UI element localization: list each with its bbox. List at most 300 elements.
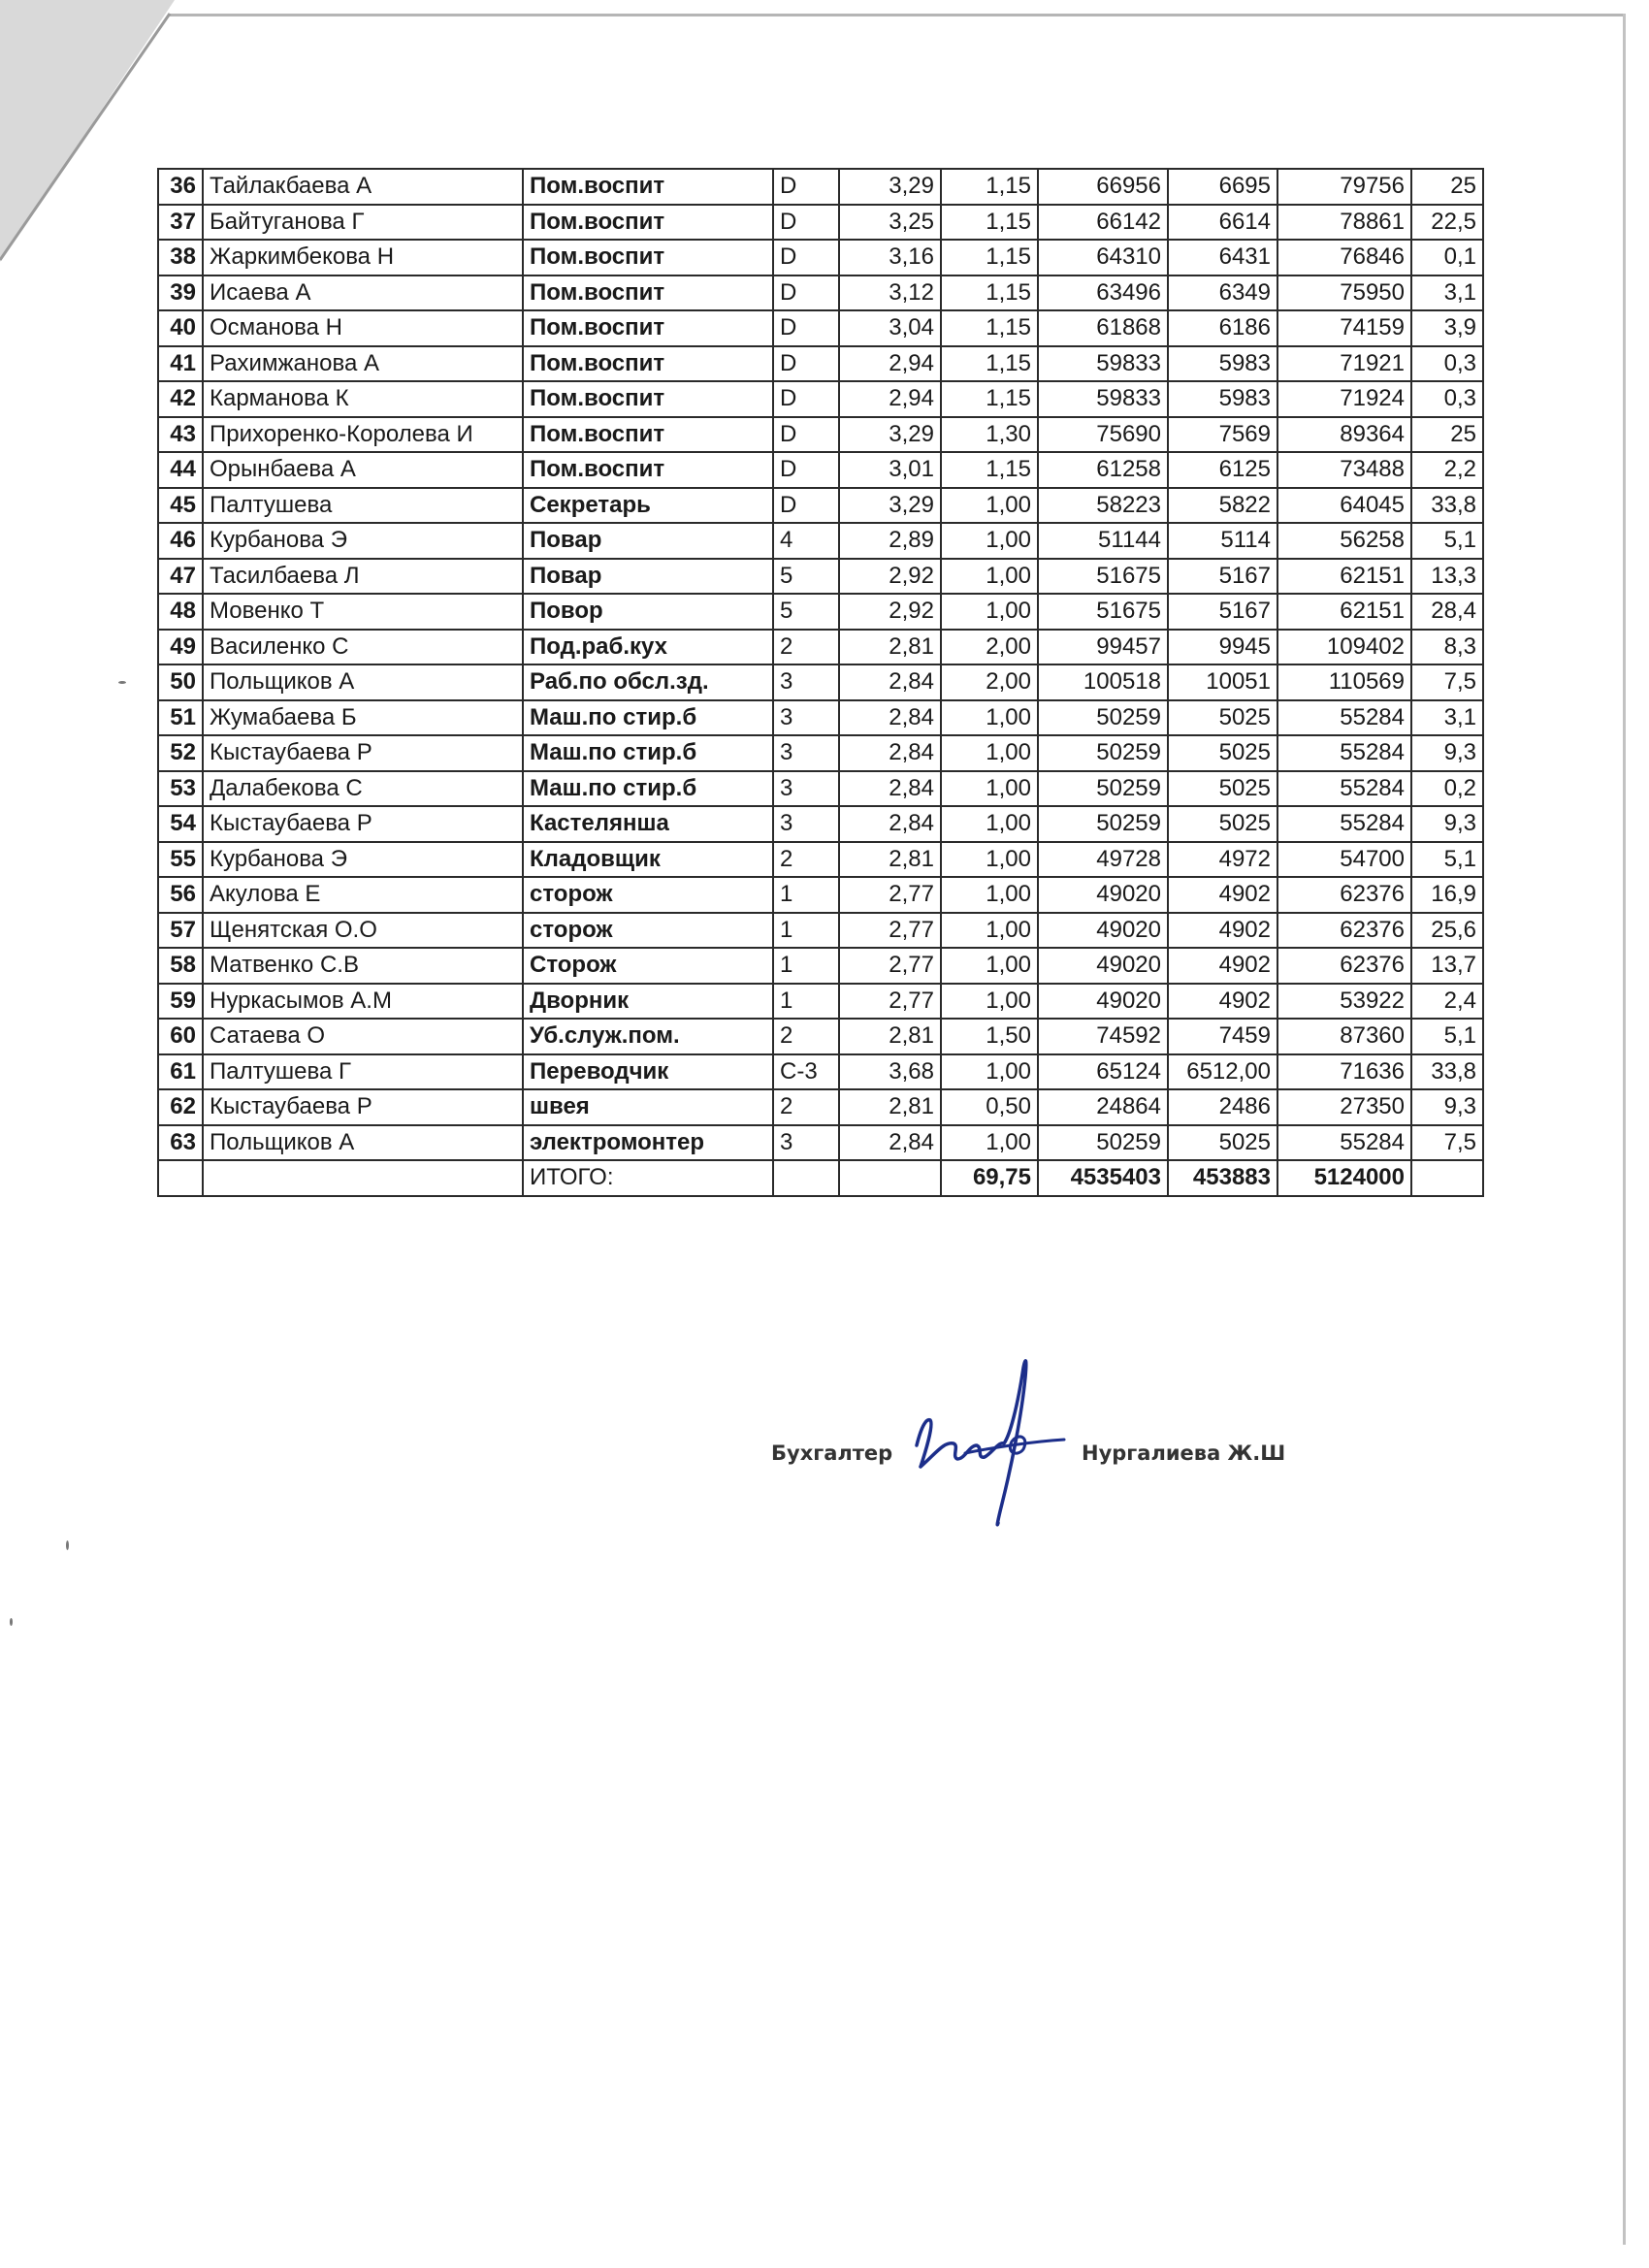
bonus: 5025 [1168,1125,1277,1161]
coefficient: 2,81 [839,1089,941,1125]
rate: 1,00 [941,523,1038,559]
salary: 64310 [1038,240,1168,275]
row-number: 59 [158,984,203,1020]
category: 2 [773,1019,839,1054]
employee-position: Секретарь [523,488,773,524]
extra-value: 3,9 [1411,310,1483,346]
table-row [158,913,1483,949]
rate: 1,00 [941,948,1038,984]
employee-name: Рахимжанова А [203,346,523,382]
totals-num-cell [158,1160,203,1196]
table-row [158,205,1483,241]
employee-position: Пом.воспит [523,452,773,488]
bonus: 5025 [1168,700,1277,736]
category: С-3 [773,1054,839,1090]
category: 3 [773,700,839,736]
coefficient: 3,29 [839,169,941,205]
coefficient: 2,84 [839,700,941,736]
totals-label: ИТОГО: [523,1160,773,1196]
rate: 1,00 [941,806,1038,842]
category: 5 [773,594,839,630]
rate: 1,15 [941,346,1038,382]
total: 62151 [1277,594,1411,630]
employee-name: Щенятская О.О [203,913,523,949]
rate: 1,00 [941,1054,1038,1090]
employee-name: Сатаева О [203,1019,523,1054]
row-number: 47 [158,559,203,595]
row-number: 43 [158,417,203,453]
coefficient: 2,84 [839,664,941,700]
employee-name: Прихоренко-Королева И [203,417,523,453]
table-row [158,381,1483,417]
bonus: 5167 [1168,594,1277,630]
coefficient: 3,01 [839,452,941,488]
row-number: 61 [158,1054,203,1090]
total: 71636 [1277,1054,1411,1090]
extra-value: 0,2 [1411,771,1483,807]
table-row [158,523,1483,559]
row-number: 56 [158,877,203,913]
row-number: 38 [158,240,203,275]
scan-speck [118,681,126,684]
bonus: 6614 [1168,205,1277,241]
row-number: 51 [158,700,203,736]
category: D [773,417,839,453]
salary: 61258 [1038,452,1168,488]
table-row [158,984,1483,1020]
coefficient: 3,04 [839,310,941,346]
category: 2 [773,630,839,665]
table-row [158,1019,1483,1054]
rate: 1,00 [941,594,1038,630]
coefficient: 2,92 [839,559,941,595]
total: 54700 [1277,842,1411,878]
salary: 51675 [1038,559,1168,595]
totals-bonus: 453883 [1168,1160,1277,1196]
employee-position: Пом.воспит [523,310,773,346]
employee-name: Курбанова Э [203,523,523,559]
extra-value: 0,1 [1411,240,1483,275]
rate: 2,00 [941,664,1038,700]
total: 79756 [1277,169,1411,205]
salary: 50259 [1038,1125,1168,1161]
rate: 1,00 [941,735,1038,771]
extra-value: 22,5 [1411,205,1483,241]
row-number: 46 [158,523,203,559]
table-row [158,310,1483,346]
employee-position: Под.раб.кух [523,630,773,665]
bonus: 4902 [1168,913,1277,949]
extra-value: 5,1 [1411,1019,1483,1054]
payroll-rows [158,169,1483,1160]
coefficient: 3,29 [839,488,941,524]
extra-value: 2,4 [1411,984,1483,1020]
row-number: 60 [158,1019,203,1054]
total: 55284 [1277,771,1411,807]
bonus: 6431 [1168,240,1277,275]
bonus: 5167 [1168,559,1277,595]
bonus: 6349 [1168,275,1277,311]
total: 76846 [1277,240,1411,275]
table-row [158,1054,1483,1090]
employee-position: сторож [523,913,773,949]
scan-speck [10,1618,13,1626]
rate: 2,00 [941,630,1038,665]
row-number: 53 [158,771,203,807]
category: 1 [773,948,839,984]
employee-position: Маш.по стир.б [523,771,773,807]
category: D [773,488,839,524]
bonus: 4902 [1168,984,1277,1020]
salary: 63496 [1038,275,1168,311]
salary: 75690 [1038,417,1168,453]
employee-position: Пом.воспит [523,275,773,311]
employee-position: Пом.воспит [523,417,773,453]
category: D [773,169,839,205]
salary: 49020 [1038,877,1168,913]
employee-name: Акулова Е [203,877,523,913]
salary: 51675 [1038,594,1168,630]
category: D [773,205,839,241]
employee-name: Кыстаубаева Р [203,806,523,842]
table-row [158,169,1483,205]
total: 78861 [1277,205,1411,241]
employee-name: Кыстаубаева Р [203,735,523,771]
page-edge-top [170,14,1625,16]
row-number: 37 [158,205,203,241]
coefficient: 2,77 [839,913,941,949]
salary: 49020 [1038,913,1168,949]
employee-name: Османова Н [203,310,523,346]
employee-position: Повор [523,594,773,630]
row-number: 49 [158,630,203,665]
table-row [158,1125,1483,1161]
payroll-table [157,168,1484,1197]
salary: 61868 [1038,310,1168,346]
table-row [158,594,1483,630]
category: D [773,310,839,346]
coefficient: 2,81 [839,842,941,878]
employee-name: Тасилбаева Л [203,559,523,595]
table-row [158,771,1483,807]
employee-position: Пом.воспит [523,205,773,241]
table-row [158,735,1483,771]
employee-name: Василенко С [203,630,523,665]
salary: 59833 [1038,381,1168,417]
row-number: 45 [158,488,203,524]
total: 71924 [1277,381,1411,417]
total: 56258 [1277,523,1411,559]
total: 64045 [1277,488,1411,524]
table-row [158,275,1483,311]
page-edge-right [1623,14,1626,2245]
salary: 99457 [1038,630,1168,665]
rate: 1,15 [941,381,1038,417]
employee-name: Карманова К [203,381,523,417]
coefficient: 3,25 [839,205,941,241]
employee-name: Кыстаубаева Р [203,1089,523,1125]
employee-name: Жаркимбекова Н [203,240,523,275]
coefficient: 3,68 [839,1054,941,1090]
table-row [158,700,1483,736]
table-row [158,488,1483,524]
extra-value: 2,2 [1411,452,1483,488]
totals-rate: 69,75 [941,1160,1038,1196]
total: 73488 [1277,452,1411,488]
bonus: 4902 [1168,877,1277,913]
employee-name: Нуркасымов А.М [203,984,523,1020]
coefficient: 2,77 [839,984,941,1020]
row-number: 52 [158,735,203,771]
total: 62376 [1277,877,1411,913]
extra-value: 8,3 [1411,630,1483,665]
bonus: 6695 [1168,169,1277,205]
employee-name: Польщиков А [203,1125,523,1161]
rate: 1,15 [941,169,1038,205]
handwritten-signature [897,1348,1072,1542]
employee-position: Маш.по стир.б [523,700,773,736]
row-number: 40 [158,310,203,346]
salary: 49728 [1038,842,1168,878]
employee-position: Повар [523,523,773,559]
employee-position: Дворник [523,984,773,1020]
bonus: 5025 [1168,771,1277,807]
employee-position: Пом.воспит [523,169,773,205]
rate: 1,15 [941,205,1038,241]
extra-value: 9,3 [1411,735,1483,771]
table-row [158,630,1483,665]
coefficient: 2,84 [839,735,941,771]
category: 3 [773,735,839,771]
category: D [773,346,839,382]
category: 2 [773,842,839,878]
totals-total: 5124000 [1277,1160,1411,1196]
table-row [158,559,1483,595]
bonus: 5025 [1168,735,1277,771]
total: 27350 [1277,1089,1411,1125]
employee-position: сторож [523,877,773,913]
bonus: 9945 [1168,630,1277,665]
extra-value: 25 [1411,169,1483,205]
total: 62151 [1277,559,1411,595]
rate: 1,00 [941,877,1038,913]
row-number: 48 [158,594,203,630]
employee-name: Палтушева Г [203,1054,523,1090]
extra-value: 9,3 [1411,1089,1483,1125]
category: 3 [773,771,839,807]
row-number: 36 [158,169,203,205]
coefficient: 2,94 [839,346,941,382]
coefficient: 2,84 [839,1125,941,1161]
total: 89364 [1277,417,1411,453]
row-number: 54 [158,806,203,842]
employee-position: Переводчик [523,1054,773,1090]
rate: 1,30 [941,417,1038,453]
employee-position: Кастелянша [523,806,773,842]
total: 109402 [1277,630,1411,665]
employee-position: Маш.по стир.б [523,735,773,771]
salary: 59833 [1038,346,1168,382]
total: 62376 [1277,948,1411,984]
row-number: 39 [158,275,203,311]
coefficient: 2,77 [839,948,941,984]
category: 1 [773,984,839,1020]
row-number: 57 [158,913,203,949]
signature-block [771,1348,1286,1542]
category: D [773,240,839,275]
extra-value: 7,5 [1411,664,1483,700]
employee-name: Исаева А [203,275,523,311]
totals-salary: 4535403 [1038,1160,1168,1196]
employee-name: Курбанова Э [203,842,523,878]
salary: 49020 [1038,984,1168,1020]
total: 55284 [1277,1125,1411,1161]
rate: 1,15 [941,275,1038,311]
row-number: 42 [158,381,203,417]
category: 3 [773,806,839,842]
rate: 1,00 [941,913,1038,949]
bonus: 7569 [1168,417,1277,453]
rate: 1,50 [941,1019,1038,1054]
accountant-role: Бухгалтер [771,1442,893,1465]
employee-position: Пом.воспит [523,240,773,275]
salary: 65124 [1038,1054,1168,1090]
bonus: 6125 [1168,452,1277,488]
category: D [773,381,839,417]
salary: 66142 [1038,205,1168,241]
row-number: 55 [158,842,203,878]
table-row [158,417,1483,453]
category: D [773,275,839,311]
table-row [158,806,1483,842]
folded-corner [0,0,175,262]
employee-name: Байтуганова Г [203,205,523,241]
coefficient: 3,29 [839,417,941,453]
total: 53922 [1277,984,1411,1020]
totals-row [158,1160,1483,1196]
rate: 1,00 [941,700,1038,736]
employee-position: электромонтер [523,1125,773,1161]
coefficient: 3,12 [839,275,941,311]
category: 1 [773,877,839,913]
coefficient: 3,16 [839,240,941,275]
extra-value: 5,1 [1411,842,1483,878]
bonus: 2486 [1168,1089,1277,1125]
rate: 1,00 [941,488,1038,524]
total: 62376 [1277,913,1411,949]
table-row [158,1089,1483,1125]
total: 55284 [1277,700,1411,736]
coefficient: 2,81 [839,1019,941,1054]
extra-value: 5,1 [1411,523,1483,559]
total: 71921 [1277,346,1411,382]
employee-position: Пом.воспит [523,346,773,382]
table-row [158,877,1483,913]
row-number: 50 [158,664,203,700]
employee-name: Польщиков А [203,664,523,700]
salary: 50259 [1038,771,1168,807]
extra-value: 25 [1411,417,1483,453]
category: 5 [773,559,839,595]
employee-name: Далабекова С [203,771,523,807]
employee-name: Орынбаева А [203,452,523,488]
extra-value: 13,7 [1411,948,1483,984]
rate: 1,15 [941,452,1038,488]
bonus: 7459 [1168,1019,1277,1054]
bonus: 6186 [1168,310,1277,346]
table-row [158,240,1483,275]
total: 55284 [1277,806,1411,842]
totals-name-cell [203,1160,523,1196]
extra-value: 0,3 [1411,381,1483,417]
coefficient: 2,92 [839,594,941,630]
table-row [158,842,1483,878]
extra-value: 28,4 [1411,594,1483,630]
extra-value: 9,3 [1411,806,1483,842]
table-row [158,346,1483,382]
salary: 58223 [1038,488,1168,524]
salary: 50259 [1038,735,1168,771]
totals-coef-cell [839,1160,941,1196]
salary: 74592 [1038,1019,1168,1054]
category: 4 [773,523,839,559]
salary: 49020 [1038,948,1168,984]
coefficient: 2,77 [839,877,941,913]
totals-extra-cell [1411,1160,1483,1196]
salary: 50259 [1038,700,1168,736]
employee-name: Тайлакбаева А [203,169,523,205]
accountant-name: Нургалиева Ж.Ш [1082,1442,1286,1465]
employee-position: Раб.по обсл.зд. [523,664,773,700]
table-row [158,948,1483,984]
coefficient: 2,84 [839,806,941,842]
employee-position: Повар [523,559,773,595]
extra-value: 13,3 [1411,559,1483,595]
extra-value: 25,6 [1411,913,1483,949]
coefficient: 2,94 [839,381,941,417]
total: 74159 [1277,310,1411,346]
extra-value: 3,1 [1411,700,1483,736]
rate: 1,15 [941,240,1038,275]
employee-position: Кладовщик [523,842,773,878]
extra-value: 33,8 [1411,488,1483,524]
scan-speck [66,1540,69,1550]
rate: 1,00 [941,771,1038,807]
salary: 66956 [1038,169,1168,205]
total: 110569 [1277,664,1411,700]
rate: 1,15 [941,310,1038,346]
salary: 50259 [1038,806,1168,842]
extra-value: 33,8 [1411,1054,1483,1090]
row-number: 41 [158,346,203,382]
coefficient: 2,84 [839,771,941,807]
total: 87360 [1277,1019,1411,1054]
row-number: 63 [158,1125,203,1161]
employee-name: Жумабаева Б [203,700,523,736]
table-row [158,664,1483,700]
bonus: 4972 [1168,842,1277,878]
salary: 51144 [1038,523,1168,559]
coefficient: 2,81 [839,630,941,665]
table-row [158,452,1483,488]
bonus: 10051 [1168,664,1277,700]
bonus: 5983 [1168,346,1277,382]
row-number: 58 [158,948,203,984]
salary: 24864 [1038,1089,1168,1125]
bonus: 5114 [1168,523,1277,559]
extra-value: 16,9 [1411,877,1483,913]
rate: 0,50 [941,1089,1038,1125]
